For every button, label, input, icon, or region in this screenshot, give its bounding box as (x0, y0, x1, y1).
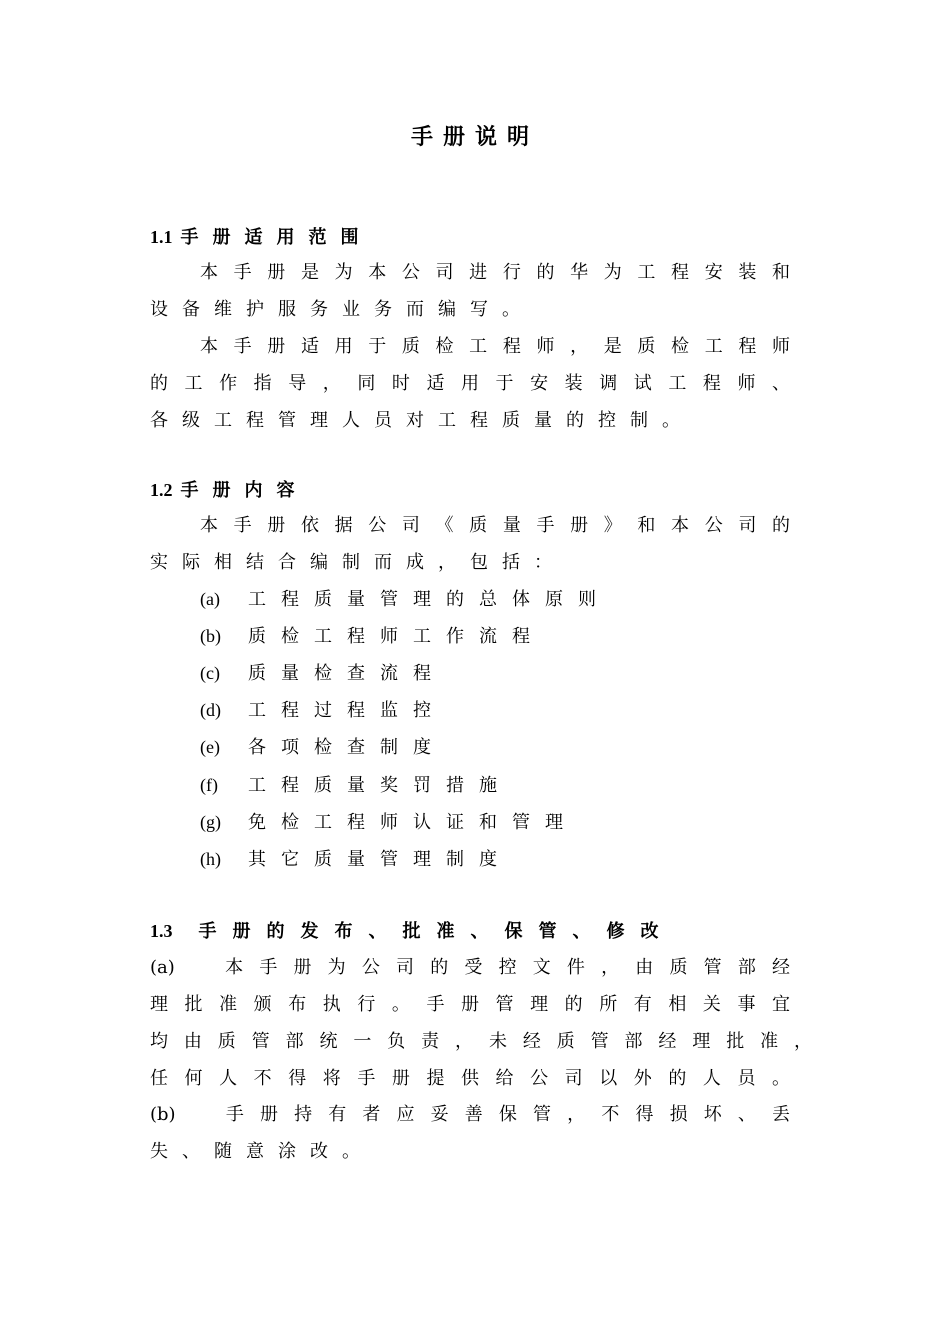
section-number: 1.2 (150, 480, 173, 500)
section-number: 1.3 (150, 921, 173, 941)
list-item-label: (c) (200, 663, 220, 683)
list-item-label: (h) (200, 849, 221, 869)
section-heading-1-2 (150, 477, 309, 504)
paragraph-line: 设备维护服务业务而编写。 (150, 299, 534, 320)
paragraph-line: 实际相结合编制而成，包括： (150, 552, 566, 573)
section-heading-1-1 (150, 224, 373, 251)
list-item-label: (d) (200, 700, 221, 720)
section-heading-1-3 (150, 918, 675, 945)
list-item-text: 免检工程师认证和管理 (248, 812, 578, 833)
paragraph-line: 理批准颁布执行。手册管理的所有相关事宜 (150, 994, 790, 1015)
paragraph-line: 本手册是为本公司进行的华为工程安装和 (200, 262, 790, 283)
list-item-label: (e) (200, 737, 220, 757)
section-number: 1.1 (150, 227, 173, 247)
paragraph-line: 本手册适用于质检工程师，是质检工程师 (200, 336, 790, 357)
section-title: 手册的发布、批准、保管、修改 (198, 921, 675, 942)
paragraph-line: 均由质管部统一负责，未经质管部经理批准， (150, 1031, 812, 1052)
list-item-label: (b) (200, 626, 221, 646)
list-item-text: 质检工程师工作流程 (248, 626, 545, 647)
list-item (200, 660, 446, 687)
section-title: 手册内容 (180, 480, 309, 501)
list-item-text: 其它质量管理制度 (248, 849, 512, 870)
list-item-text: 各项检查制度 (248, 737, 446, 758)
list-item (200, 623, 545, 650)
list-item (200, 846, 512, 873)
list-item-text: 工程质量管理的总体原则 (248, 589, 611, 610)
list-item-label: (f) (200, 775, 218, 795)
paragraph-line: 各级工程管理人员对工程质量的控制。 (150, 410, 694, 431)
list-item-text: 质量检查流程 (248, 663, 446, 684)
list-item-label: (g) (200, 812, 221, 832)
paragraph-line: 任何人不得将手册提供给公司以外的人员。 (150, 1068, 790, 1089)
list-item-text: 工程过程监控 (248, 700, 446, 721)
section-title: 手册适用范围 (180, 227, 373, 248)
list-item (200, 809, 578, 836)
list-item-label: (a) (200, 589, 220, 609)
list-item (200, 734, 446, 761)
paragraph-line: (b) 手册持有者应妥善保管，不得损坏、丢 (150, 1104, 790, 1125)
list-item (200, 586, 611, 613)
list-item (200, 697, 446, 724)
list-item (200, 772, 512, 799)
paragraph-line: 本手册依据公司《质量手册》和本公司的 (200, 515, 790, 536)
list-item-text: 工程质量奖罚措施 (248, 775, 512, 796)
paragraph-line: 失、随意涂改。 (150, 1141, 374, 1162)
paragraph-line: (a) 本手册为公司的受控文件，由质管部经 (150, 957, 790, 978)
page-title: 手册说明 (410, 125, 539, 150)
paragraph-line: 的工作指导，同时适用于安装调试工程师、 (150, 373, 790, 394)
